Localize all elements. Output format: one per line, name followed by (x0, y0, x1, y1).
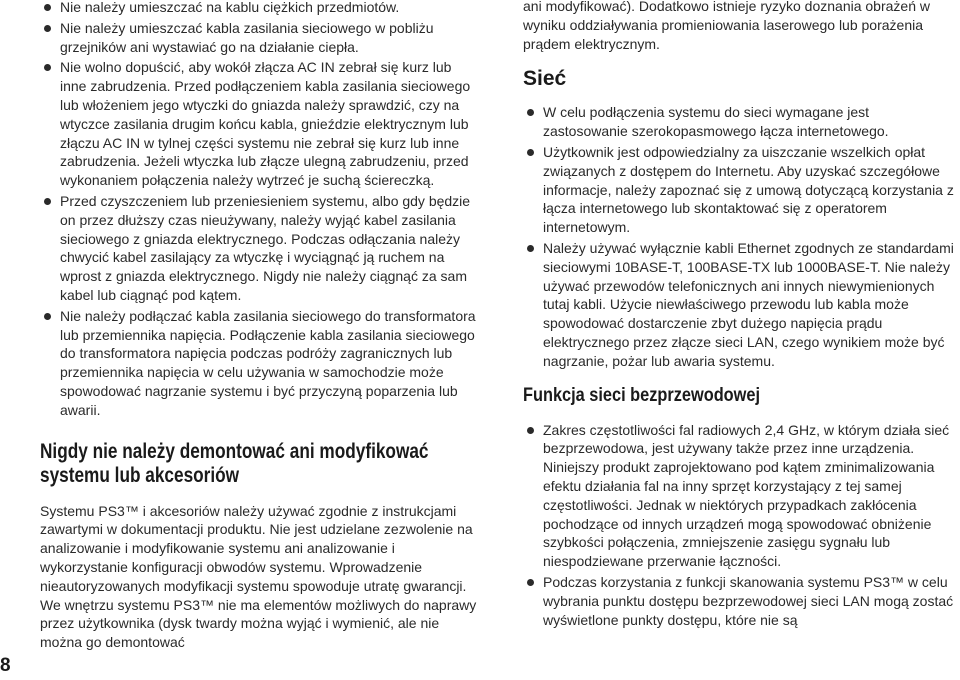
disassembly-paragraph: Systemu PS3™ i akcesoriów należy używać zgodnie z instrukcjami zawartymi w dokumentacji produktu. Nie jest udzielane zezwolenie na analizowanie i modyfikowanie systemu ani analizowanie i wykorzystanie konfiguracji obwodów systemu. Wprowadzenie nieautoryzowanych modyfikacji systemu spowoduje utratę gwarancji. We wnętrzu systemu PS3™ nie ma elementów możliwych do naprawy przez użytkownika (dysk twardy można wyjąć i wymienić, ale nie można go demontować (40, 502, 477, 651)
left-column (40, 0, 480, 652)
continuation-paragraph: ani modyfikować). Dodatkowo istnieje ryzyko doznania obrażeń w wyniku oddziaływania promieniowania laserowego lub porażenia prądem elektrycznym. (523, 0, 930, 52)
list-item: Nie należy podłączać kabla zasilania sieciowego do transformatora lub przemiennika napięcia. Podłączenie kabla zasilania sieciowego do transformatora napięcia podczas podróży zagranicznych lub przemiennika napięcia w celu używania w samochodzie może spowodować nagrzanie systemu i być przyczyną poparzenia lub awarii. (40, 307, 480, 420)
bullet-icon (44, 198, 51, 205)
section-heading-wireless: Funkcja sieci bezprzewodowej (523, 384, 760, 406)
bullet-icon (527, 245, 534, 252)
list-item: Nie wolno dopuścić, aby wokół złącza AC IN zebrał się kurz lub inne zabrudzenia. Przed podłączeniem kabla zasilania sieciowego lub włożeniem jego wtyczki do gniazda należy sprawdzić, czy na wtyczce zasilania drugim końcu kabla, gnieździe elektrycznym lub złączu AC IN w tylnej części systemu nie zebrał się kurz lub inne zabrudzenia. Jeżeli wtyczka lub złącze ulegną zabrudzeniu, przed wykonaniem połączenia należy wytrzeć je suchą ściereczką. (40, 58, 480, 190)
network-bullet-list (523, 103, 957, 370)
section-heading-disassembly: Nigdy nie należy demontować ani modyfikować systemu lub akcesoriów (40, 439, 429, 487)
list-item: Zakres częstotliwości fal radiowych 2,4 GHz, w którym działa sieć bezprzewodowa, jest używany także przez inne urządzenia. Niniejszy produkt zaprojektowano pod kątem zminimalizowania efektu działania fal na inny sprzęt korzystający z tej samej częstotliwości. Jednak w niektórych przypadkach zakłócenia pochodzące od innych urządzeń mogą spowodować obniżenie szybkości połączenia, zmniejszenie zasięgu sygnału lub niespodziewane przerwanie łączności. (523, 421, 957, 571)
bullet-icon (527, 579, 534, 586)
bullet-icon (44, 313, 51, 320)
list-item: Podczas korzystania z funkcji skanowania systemu PS3™ w celu wybrania punktu dostępu bezprzewodowej sieci LAN mogą zostać wyświetlone punkty dostępu, które nie są (523, 573, 957, 629)
list-item: Użytkownik jest odpowiedzialny za uiszczanie wszelkich opłat związanych z dostępem do Internetu. Aby uzyskać szczegółowe informacje, należy zapoznać się z umową dotyczącą korzystania z łącza internetowego lub skontaktować się z operatorem internetowym. (523, 143, 957, 237)
bullet-icon (527, 427, 534, 434)
bullet-icon (527, 109, 534, 116)
safety-bullet-list (40, 0, 480, 420)
list-item: Należy używać wyłącznie kabli Ethernet zgodnych ze standardami sieciowymi 10BASE-T, 100BASE-TX lub 1000BASE-T. Nie należy używać przewodów telefonicznych ani innych niewymienionych tutaj kabli. Użycie niewłaściwego przewodu lub kabla może spowodować dostarczenie zbyt dużego napięcia prądu elektrycznego przez złącze sieci LAN, czego wynikiem może być nagrzanie, pożar lub awaria systemu. (523, 239, 957, 371)
list-item: Nie należy umieszczać na kablu ciężkich przedmiotów. (40, 0, 480, 17)
page-number: 8 (0, 655, 11, 676)
bullet-icon (44, 25, 51, 32)
list-item: Nie należy umieszczać kabla zasilania sieciowego w pobliżu grzejników ani wystawiać go na działanie ciepła. (40, 19, 480, 57)
section-heading-network: Sieć (523, 67, 567, 91)
bullet-icon (527, 149, 534, 156)
list-item: Przed czyszczeniem lub przeniesieniem systemu, albo gdy będzie on przez dłuższy czas nieużywany, należy wyjąć kabel zasilania sieciowego z gniazda elektrycznego. Podczas odłączania należy chwycić kabel zasilający za wtyczkę i wyciągnąć ją ruchem na wprost z gniazda elektrycznego. Nigdy nie należy ciągnąć za sam kabel lub ciągnąć pod kątem. (40, 192, 480, 305)
wireless-bullet-list (523, 421, 957, 630)
bullet-icon (44, 64, 51, 71)
list-item: W celu podłączenia systemu do sieci wymagane jest zastosowanie szerokopasmowego łącza internetowego. (523, 103, 957, 141)
right-column (523, 0, 957, 631)
bullet-icon (44, 4, 51, 11)
